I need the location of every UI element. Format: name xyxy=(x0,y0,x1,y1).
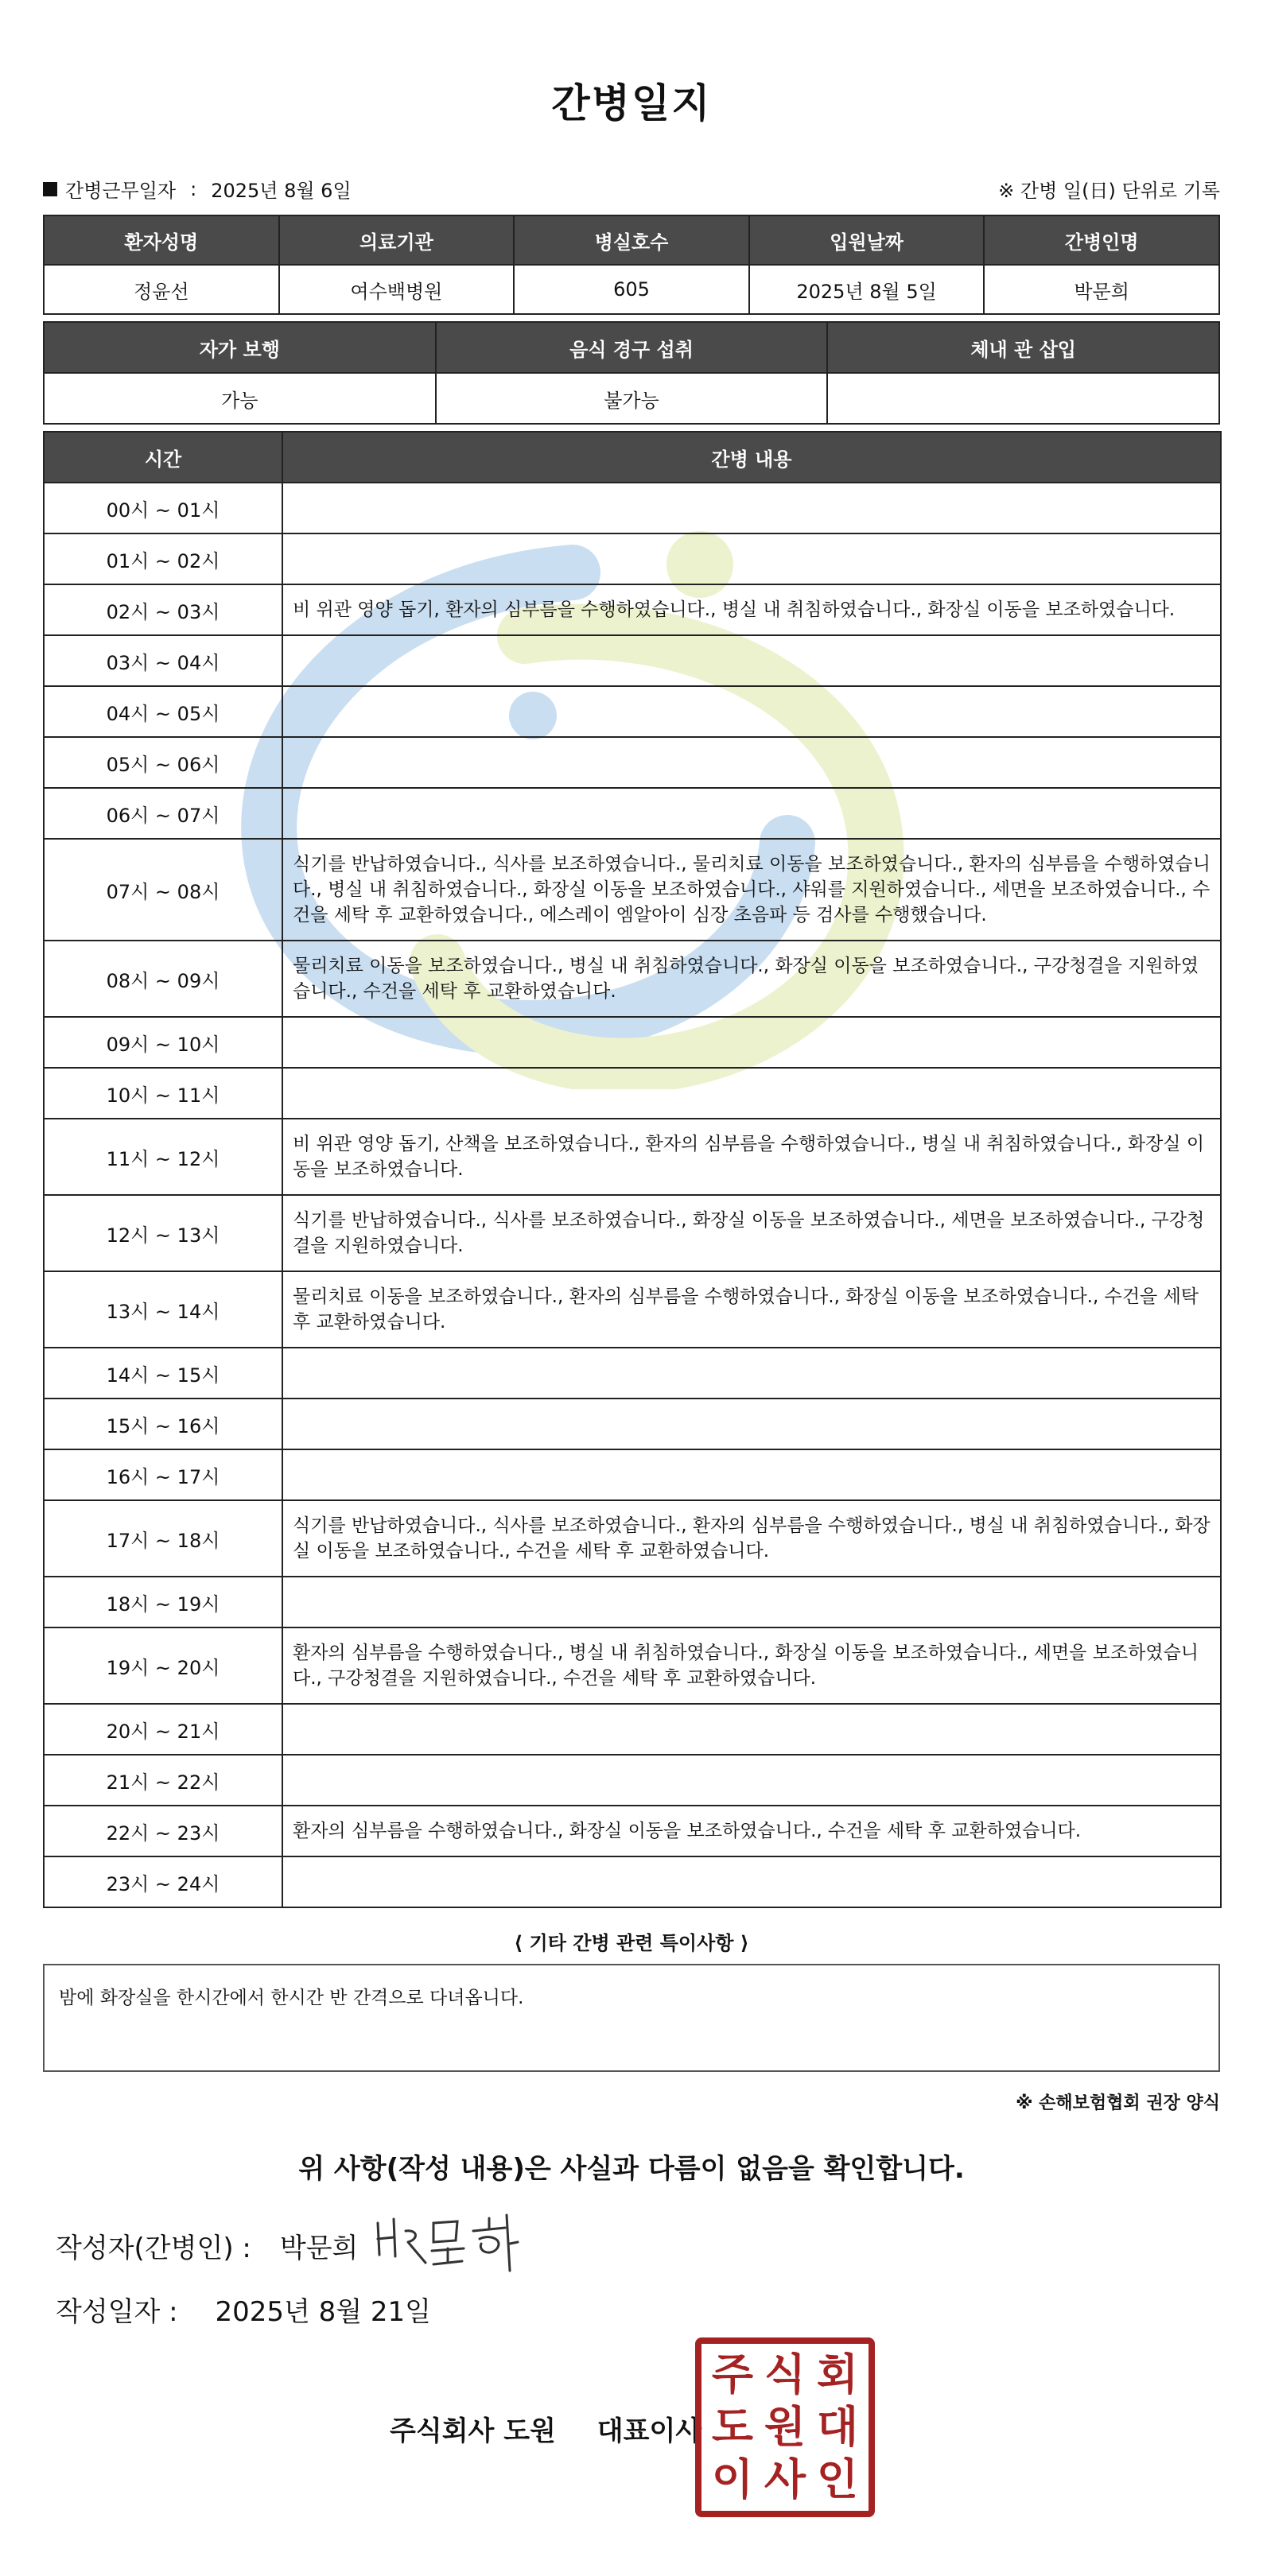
log-content: 환자의 심부름을 수행하였습니다., 병실 내 취침하였습니다., 화장실 이동을 보조하였습니다., 세면을 보조하였습니다., 구강청결을 지원하였습니다., 수건을 세탁 후 교환하였습니다. xyxy=(282,1627,1221,1704)
work-date-separator: : xyxy=(190,177,197,200)
special-notes-title: ⟨ 기타 간병 관련 특이사항 ⟩ xyxy=(514,1932,749,1954)
writer-label: 작성자(간병인) : xyxy=(56,2233,251,2264)
log-content: 식기를 반납하였습니다., 식사를 보조하였습니다., 환자의 심부름을 수행하였습니다., 병실 내 취침하였습니다., 화장실 이동을 보조하였습니다., 수건을 세탁 후 교환하였습니다. xyxy=(282,1500,1221,1577)
seal-char: 회 xyxy=(816,2349,859,2399)
admission-date: 2025년 8월 5일 xyxy=(749,265,985,314)
seal-char: 식 xyxy=(764,2349,806,2399)
table-row xyxy=(44,839,1221,941)
log-time: 01시 ~ 02시 xyxy=(44,533,282,584)
written-date-value: 2025년 8월 21일 xyxy=(215,2296,432,2328)
special-notes-content: 밤에 화장실을 한시간에서 한시간 반 간격으로 다녀옵니다. xyxy=(59,1988,524,2008)
log-time: 05시 ~ 06시 xyxy=(44,737,282,788)
log-time: 00시 ~ 01시 xyxy=(44,483,282,533)
log-time: 23시 ~ 24시 xyxy=(44,1856,282,1907)
log-time: 19시 ~ 20시 xyxy=(44,1627,282,1704)
company-seal-stamp xyxy=(695,2337,875,2517)
log-content xyxy=(282,635,1221,686)
table-row xyxy=(44,533,1221,584)
log-content xyxy=(282,1068,1221,1119)
writer-line xyxy=(56,2226,358,2265)
writer-name: 박문희 xyxy=(279,2233,359,2264)
patient-name: 정윤선 xyxy=(44,265,279,314)
log-time: 13시 ~ 14시 xyxy=(44,1271,282,1348)
log-time: 10시 ~ 11시 xyxy=(44,1068,282,1119)
log-time: 16시 ~ 17시 xyxy=(44,1449,282,1500)
seal-char: 이 xyxy=(711,2454,754,2504)
log-time: 02시 ~ 03시 xyxy=(44,584,282,635)
log-content xyxy=(282,1399,1221,1449)
log-content xyxy=(282,1449,1221,1500)
log-content xyxy=(282,788,1221,839)
tube-insertion-value xyxy=(827,373,1219,424)
recommended-form-note: ※ 손해보험협회 권장 양식 xyxy=(1016,2093,1220,2113)
table-row xyxy=(44,483,1221,533)
log-content xyxy=(282,686,1221,737)
company-line xyxy=(390,2409,701,2448)
log-time: 12시 ~ 13시 xyxy=(44,1195,282,1271)
caregiver-name: 박문희 xyxy=(984,265,1219,314)
table-row xyxy=(44,788,1221,839)
seal-char: 인 xyxy=(816,2454,859,2504)
table-row xyxy=(44,1704,1221,1755)
log-content: 환자의 심부름을 수행하였습니다., 화장실 이동을 보조하였습니다., 수건을 세탁 후 교환하였습니다. xyxy=(282,1806,1221,1856)
room-number: 605 xyxy=(514,265,749,314)
oral-intake-value: 불가능 xyxy=(436,373,828,424)
log-content: 식기를 반납하였습니다., 식사를 보조하였습니다., 화장실 이동을 보조하였습니다., 세면을 보조하였습니다., 구강청결을 지원하였습니다. xyxy=(282,1195,1221,1271)
log-content: 비 위관 영양 돕기, 환자의 심부름을 수행하였습니다., 병실 내 취침하였습니다., 화장실 이동을 보조하였습니다. xyxy=(282,584,1221,635)
care-log-table xyxy=(43,431,1222,1908)
table-row xyxy=(44,1755,1221,1806)
self-walking-value: 가능 xyxy=(44,373,436,424)
table-row xyxy=(44,1449,1221,1500)
log-time: 06시 ~ 07시 xyxy=(44,788,282,839)
table-row xyxy=(44,1577,1221,1627)
header-admission-date: 입원날짜 xyxy=(749,215,985,265)
log-content: 물리치료 이동을 보조하였습니다., 병실 내 취침하였습니다., 화장실 이동을 보조하였습니다., 구강청결을 지원하였습니다., 수건을 세탁 후 교환하였습니다. xyxy=(282,941,1221,1017)
header-care-content: 간병 내용 xyxy=(282,432,1221,483)
seal-char: 원 xyxy=(764,2402,806,2452)
log-content xyxy=(282,483,1221,533)
company-representative: 대표이사 xyxy=(597,2415,702,2447)
table-row xyxy=(44,1017,1221,1068)
company-name: 주식회사 도원 xyxy=(390,2415,556,2447)
log-content: 물리치료 이동을 보조하였습니다., 환자의 심부름을 수행하였습니다., 화장실 이동을 보조하였습니다., 수건을 세탁 후 교환하였습니다. xyxy=(282,1271,1221,1348)
work-date-label: 간병근무일자 xyxy=(65,180,177,202)
log-content xyxy=(282,1348,1221,1399)
table-row xyxy=(44,1806,1221,1856)
log-time: 18시 ~ 19시 xyxy=(44,1577,282,1627)
header-room: 병실호수 xyxy=(514,215,749,265)
log-time: 07시 ~ 08시 xyxy=(44,839,282,941)
log-content xyxy=(282,1755,1221,1806)
handwritten-signature-icon xyxy=(370,2207,521,2279)
square-bullet-icon xyxy=(43,182,57,196)
table-row xyxy=(44,1500,1221,1577)
work-date-line xyxy=(43,175,352,203)
work-date-value: 2025년 8월 6일 xyxy=(211,180,352,202)
special-notes-box xyxy=(43,1964,1220,2072)
seal-char: 사 xyxy=(764,2454,806,2504)
patient-info-table xyxy=(43,215,1220,315)
confirmation-statement: 위 사항(작성 내용)은 사실과 다름이 없음을 확인합니다. xyxy=(298,2153,965,2185)
table-row xyxy=(44,1195,1221,1271)
log-content xyxy=(282,1577,1221,1627)
header-oral-intake: 음식 경구 섭취 xyxy=(436,322,828,373)
header-self-walking: 자가 보행 xyxy=(44,322,436,373)
table-row xyxy=(44,1068,1221,1119)
written-date-label: 작성일자 : xyxy=(56,2296,178,2328)
log-time: 14시 ~ 15시 xyxy=(44,1348,282,1399)
table-row xyxy=(44,1271,1221,1348)
status-info-table xyxy=(43,321,1220,425)
log-content xyxy=(282,737,1221,788)
log-time: 22시 ~ 23시 xyxy=(44,1806,282,1856)
log-content: 식기를 반납하였습니다., 식사를 보조하였습니다., 물리치료 이동을 보조하였습니다., 환자의 심부름을 수행하였습니다., 병실 내 취침하였습니다., 화장실 이동을 보조하였습니다., 샤워를 지원하였습니다., 세면을 보조하였습니다., 수건을 세탁 후 교환하였습니다., 에스레이 엠알아이 심장 초음파 등 검사를 수행했습니다. xyxy=(282,839,1221,941)
table-row xyxy=(44,1399,1221,1449)
page-title: 간병일지 xyxy=(551,80,712,126)
log-time: 09시 ~ 10시 xyxy=(44,1017,282,1068)
log-time: 21시 ~ 22시 xyxy=(44,1755,282,1806)
table-row xyxy=(44,941,1221,1017)
header-hospital: 의료기관 xyxy=(279,215,515,265)
seal-char: 주 xyxy=(711,2349,754,2399)
header-patient-name: 환자성명 xyxy=(44,215,279,265)
header-time: 시간 xyxy=(44,432,282,483)
log-content xyxy=(282,533,1221,584)
table-row xyxy=(44,1627,1221,1704)
log-time: 11시 ~ 12시 xyxy=(44,1119,282,1195)
log-time: 15시 ~ 16시 xyxy=(44,1399,282,1449)
subheader xyxy=(43,175,1220,207)
log-content xyxy=(282,1017,1221,1068)
header-tube-insertion: 체내 관 삽입 xyxy=(827,322,1219,373)
table-row xyxy=(44,737,1221,788)
log-content: 비 위관 영양 돕기, 산책을 보조하였습니다., 환자의 심부름을 수행하였습니다., 병실 내 취침하였습니다., 화장실 이동을 보조하였습니다. xyxy=(282,1119,1221,1195)
table-row xyxy=(44,584,1221,635)
table-row xyxy=(44,1348,1221,1399)
written-date-line xyxy=(56,2290,431,2329)
log-time: 03시 ~ 04시 xyxy=(44,635,282,686)
daily-record-note: ※ 간병 일(日) 단위로 기록 xyxy=(998,180,1220,202)
log-time: 17시 ~ 18시 xyxy=(44,1500,282,1577)
table-row xyxy=(44,635,1221,686)
seal-char: 대 xyxy=(816,2402,859,2452)
log-time: 04시 ~ 05시 xyxy=(44,686,282,737)
log-content xyxy=(282,1856,1221,1907)
table-row xyxy=(44,1856,1221,1907)
log-content xyxy=(282,1704,1221,1755)
seal-char: 도 xyxy=(711,2402,754,2452)
log-time: 08시 ~ 09시 xyxy=(44,941,282,1017)
table-row xyxy=(44,686,1221,737)
header-caregiver-name: 간병인명 xyxy=(984,215,1219,265)
table-row xyxy=(44,1119,1221,1195)
hospital-name: 여수백병원 xyxy=(279,265,515,314)
care-log-section xyxy=(43,431,1220,1918)
log-time: 20시 ~ 21시 xyxy=(44,1704,282,1755)
